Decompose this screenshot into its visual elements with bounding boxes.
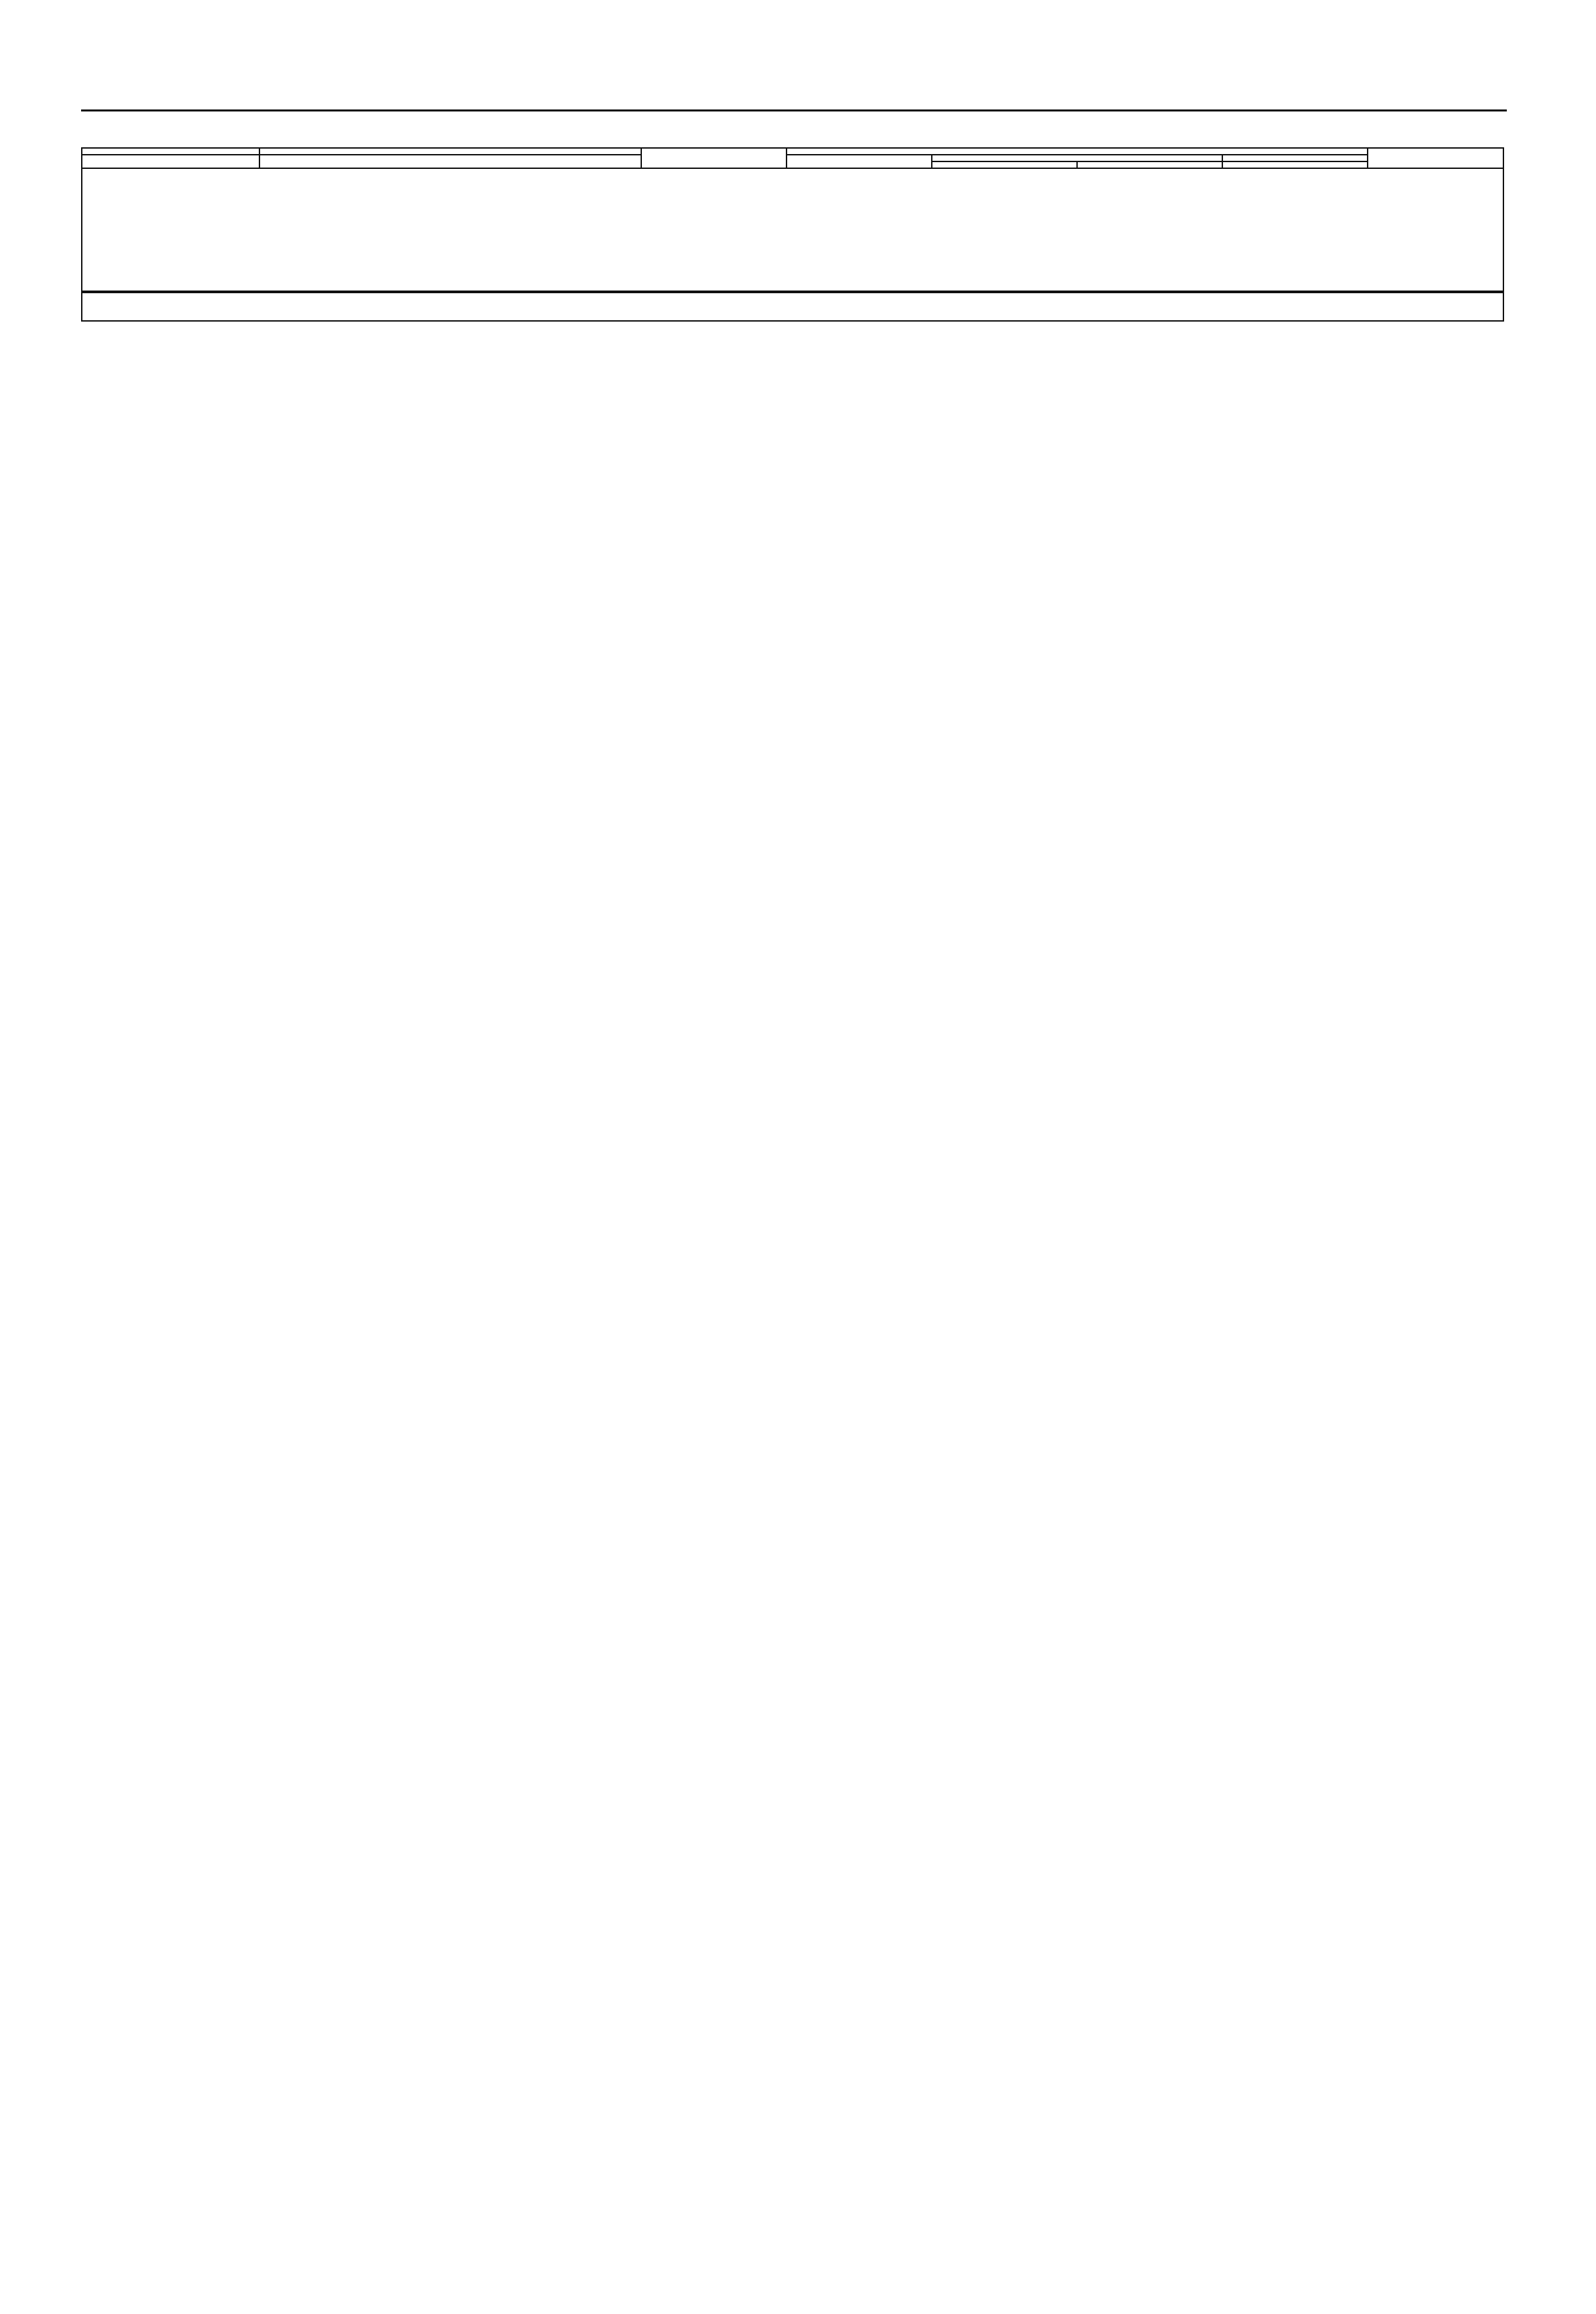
header-col1-top (82, 148, 259, 155)
header-col1-bottom (82, 155, 259, 168)
section-title (92, 169, 1493, 209)
header-rule (81, 109, 1507, 111)
header-machines-incl (1077, 161, 1222, 168)
header-col2-bottom (259, 155, 641, 168)
header-machines (932, 155, 1222, 161)
table2-block (82, 293, 1503, 321)
header-materials (1222, 155, 1368, 161)
table2-title (92, 293, 1493, 320)
header-direct-costs (641, 148, 787, 168)
table1-title (92, 250, 1493, 291)
header-machines-total (932, 161, 1077, 168)
rates-table (81, 147, 1504, 322)
section-block (82, 168, 1503, 291)
subsection-title (92, 209, 1493, 250)
header-labor-cost (1368, 148, 1503, 168)
header-materials-use (1222, 161, 1368, 168)
header-col2-top (259, 148, 641, 155)
header-labor-pay (787, 155, 932, 168)
header-incl (787, 148, 1368, 155)
